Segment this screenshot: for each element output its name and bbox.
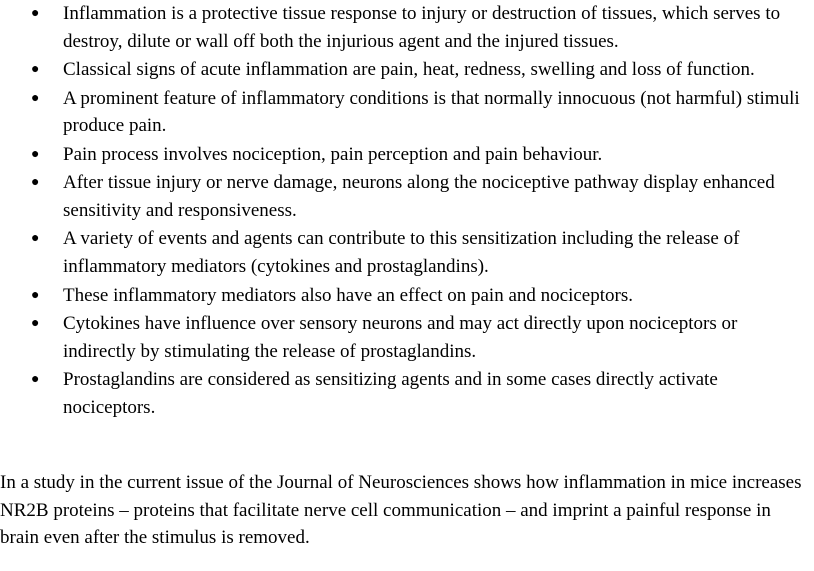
list-item xyxy=(0,56,814,84)
bullet-icon: ● xyxy=(31,6,40,21)
list-item xyxy=(0,310,814,365)
bullet-icon: ● xyxy=(31,231,40,247)
list-item-text: These inflammatory mediators also have an effect on pain and nociceptors. xyxy=(63,284,633,306)
bullet-icon: ● xyxy=(31,316,40,332)
bullet-icon: ● xyxy=(31,175,40,191)
list-item-text: Prostaglandins are considered as sensitizing agents and in some cases directly activate nociceptors. xyxy=(63,369,718,418)
bullet-icon: ● xyxy=(31,372,40,388)
bullet-icon: ● xyxy=(31,287,40,303)
list-item xyxy=(0,225,814,280)
list-item-text: A variety of events and agents can contribute to this sensitization including the release of inflammatory mediators (cytokines and prostaglandins). xyxy=(63,228,740,277)
bullet-icon: ● xyxy=(31,146,40,162)
bullet-icon: ● xyxy=(31,90,40,106)
list-item xyxy=(0,0,814,55)
list-item-text: Pain process involves nociception, pain perception and pain behaviour. xyxy=(63,143,603,165)
list-item xyxy=(0,282,814,310)
list-item-text: Inflammation is a protective tissue response to injury or destruction of tissues, which serves to destroy, dilute or wall off both the injurious agent and the injured tissues. xyxy=(63,3,781,52)
list-item xyxy=(0,366,814,421)
bullet-icon: ● xyxy=(31,62,40,78)
list-item-text: Classical signs of acute inflammation are pain, heat, redness, swelling and loss of function. xyxy=(63,59,755,81)
list-item-text: After tissue injury or nerve damage, neurons along the nociceptive pathway display enhanced sensitivity and responsiveness. xyxy=(63,172,775,221)
list-item-text: A prominent feature of inflammatory conditions is that normally innocuous (not harmful) stimuli produce pain. xyxy=(63,87,800,137)
list-item xyxy=(0,141,814,169)
list-item xyxy=(0,85,814,140)
list-item xyxy=(0,169,814,224)
list-item-text: Cytokines have influence over sensory neurons and may act directly upon nociceptors or indirectly by stimulating the release of prostaglandins. xyxy=(63,313,738,362)
summary-paragraph: In a study in the current issue of the Journal of Neurosciences shows how inflammation in mice increases NR2B proteins – proteins that facilitate nerve cell communication – and imprint a painful response in brain even after the stimulus is removed. xyxy=(0,472,802,548)
